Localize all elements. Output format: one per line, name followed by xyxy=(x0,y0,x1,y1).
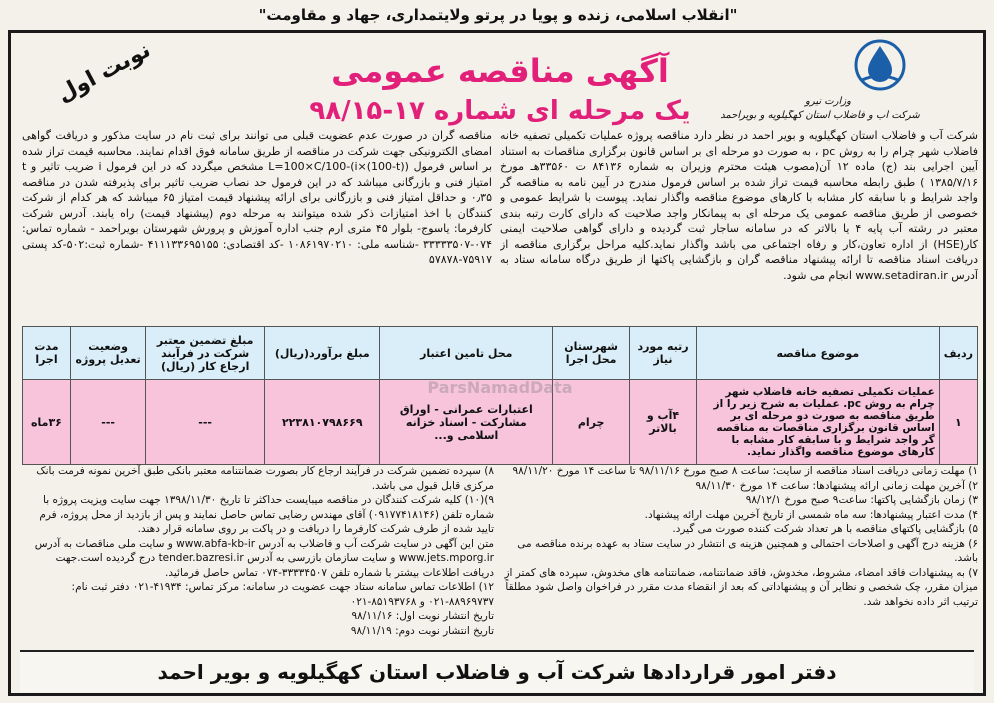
row-grade: ۴آب و بالاتر xyxy=(630,380,697,465)
note-item: متن این آگهی در سایت شرکت آب و فاضلاب به آدرس www.abfa-kb-ir و سایت ملی مناقصات به آدرس www.jets.mporg.ir و سایت سازمان بازرسی به آدرس tender.bazresi.ir درج گردیده است.جهت دریافت اطلاعات بیشتر با شماره تلفن ۳۳۳۳۴۵۰۷-۰۷۴ تماس حاصل فرمائید. xyxy=(34,537,494,579)
note-item: ۳) زمان بازگشایی پاکتها: ساعت۹ صبح مورخ ۹۸/۱۲/۱ xyxy=(745,494,978,506)
water-company-logo-icon xyxy=(850,36,910,94)
column-header: محل تامین اعتبار xyxy=(380,327,553,380)
publish-date-second: تاریخ انتشار نوبت دوم: ۹۸/۱۱/۱۹ xyxy=(350,624,494,637)
notes-right xyxy=(502,464,978,644)
publish-date-first: تاریخ انتشار نوبت اول: ۹۸/۱۱/۱۶ xyxy=(351,610,494,622)
note-item: ۶) هزینه درج آگهی و اصلاحات احتمالی و همچنین هزینه ی انتشار در سایت ستاد به عهده برنده مناقصه می باشد. xyxy=(517,537,978,564)
notes-left xyxy=(22,464,494,654)
column-header: شهرستان محل اجرا xyxy=(553,327,630,380)
footer-office: دفتر امور قراردادها شرکت آب و فاضلاب استان کهگیلویه و بویر احمد xyxy=(20,650,974,692)
note-item: ۲) آخرین مهلت زمانی ارائه پیشنهادها: ساعت ۱۴ مورخ ۹۸/۱۱/۳۰ xyxy=(695,479,978,492)
page-title: آگهی مناقصه عمومی xyxy=(331,52,669,90)
column-header: رتبه مورد نیاز xyxy=(630,327,697,380)
row-guarantee: --- xyxy=(146,380,265,465)
intro-paragraph-right: شرکت آب و فاضلاب استان کهگیلویه و بویر احمد در نظر دارد مناقصه پروژه عملیات تکمیلی تصفیه خانه فاضلاب شهر چرام را به روش pc ، به صورت دو مرحله ای بر اساس قانون برگزاری مناقصات به استناد آیین اجرایی بند (ج) ماده ۱۲ آن(مصوب هیئت محترم وزیران به شماره ۸۴۱۳۶ ت ۳۳۵۶۰هـ مورخ ۱۳۸۵/۷/۱۶ ) طبق رابطه محاسبه قیمت تراز شده بر اساس فرمول مندرج در آیین نامه به مناقصه گر واجد شرایط و با سابقه کار مشابه با کارهای موضوع مناقصه واگذار نماید. پیوست با شرایط عمومی و خصوصی از طریق مناقصه عمومی یک مرحله ای به پیمانکار واجد صلاحیت که دارای کارت رتبه بندی معتبر در رشته آب پایه ۴ یا بالاتر که در سامانه ساجار ثبت گردیده و دارای گواهی صلاحیت ایمنی کار(HSE) از اداره تعاون،کار و رفاه اجتماعی می باشد واگذار نماید.کلیه مراحل برگزاری مناقصه از دریافت اسناد مناقصه تا ارائه پیشنهاد مناقصه گران و بازگشایی پاکتها از طریق درگاه سامانه ستاد به آدرس www.setadiran.ir انجام می شود. xyxy=(500,129,978,282)
ministry-name: وزارت نیرو xyxy=(804,96,851,107)
row-index: ۱ xyxy=(939,380,977,465)
row-estimate: ۲۲۳۸۱۰۷۹۸۶۶۹ xyxy=(265,380,380,465)
note-item: ۱) مهلت زمانی دریافت اسناد مناقصه از سایت: ساعت ۸ صبح مورخ ۹۸/۱۱/۱۶ تا ساعت ۱۴ مورخ ۹۸/۱۱/۲۰ xyxy=(512,465,978,477)
note-item: ۱۲) اطلاعات تماس سامانه ستاد جهت عضویت در سامانه: مرکز تماس: ۴۱۹۳۴-۰۲۱ دفتر ثبت نام: ۸۸۹۶۹۷۳۷-۰۲۱ و ۸۵۱۹۳۷۶۸-۰۲۱ xyxy=(71,581,494,608)
column-header: مدت اجرا xyxy=(23,327,71,380)
column-header: وضعیت تعدیل پروژه xyxy=(70,327,145,380)
round-label: نوبت اول xyxy=(53,37,155,108)
note-item: ۴) مدت اعتبار پیشنهادها: سه ماه شمسی از تاریخ آخرین مهلت ارائه پیشنهاد. xyxy=(644,508,978,521)
note-item: ۷) به پیشنهادات فاقد امضاء، مشروط، مخدوش، فاقد ضمانتنامه، ضمانتنامه های مخدوش، سپرده های کمتر از میزان مقرر، چک شخصی و نظایر آن و پیشنهاداتی که بعد از انقضاء مدت مقرر در فراخوان واصل شود مطلقاً ترتیب اثر داده نخواهد شد. xyxy=(504,566,978,608)
row-subject: عملیات تکمیلی تصفیه خانه فاضلاب شهر چرام به روش pc. عملیات به شرح زیر را از طریق مناقصه به صورت دو مرحله ای بر اساس قانون برگزاری مناقصات به مناقصه گر واجد شرایط و با سابقه کار مشابه با کارهای موضوع مناقصه واگذار نماید. xyxy=(696,380,939,465)
column-header: مبلغ تضمین معتبر شرکت در فرآیند ارجاع کار (ریال) xyxy=(146,327,265,380)
note-item: ۵) بازگشایی پاکتهای مناقصه با هر تعداد شرکت کننده صورت می گیرد. xyxy=(672,523,978,535)
table-header-row xyxy=(23,327,978,380)
row-city: چرام xyxy=(553,380,630,465)
slogan: "انقلاب اسلامی، زنده و پویا در پرتو ولایتمداری، جهاد و مقاومت" xyxy=(258,6,738,24)
note-item: ۸) سپرده تضمین شرکت در فرآیند ارجاع کار بصورت ضمانتنامه معتبر بانکی طبق آخرین نمونه فرمت بانک مرکزی قابل قبول می باشد. xyxy=(36,465,494,492)
column-header: ردیف xyxy=(939,327,977,380)
note-item: ۹)(۱۰) کلیه شرکت کنندگان در مناقصه میبایست حداکثر تا تاریخ ۱۳۹۸/۱۱/۳۰ جهت سایت ویزیت پروژه با شماره تلفن (۰۹۱۷۷۴۱۸۱۴۶) آقای مهندس رضایی تماس حاصل نمایند و پس از بازدید از محل پروژه، فرم تایید شده از طرف شرکت کارفرما را دریافت و در پاکت بر روی سامانه قرار دهند. xyxy=(39,494,494,535)
tender-number: یک مرحله ای شماره ۱۷-۹۸/۱۵ xyxy=(309,96,691,126)
intro-paragraph-left: مناقصه گران در صورت عدم عضویت قبلی می توانند برای ثبت نام در سایت مذکور و دریافت گواهی امضای الکترونیکی جهت شرکت در مناقصه از طریق سامانه فوق اقدام نمایند. محاسبه قیمت تراز شده بر اساس فرمول L=100×C/100-(i×(100-t)) مشخص میگردد که در این فرمول i ضریب تاثیر و t امتیاز فنی و بازرگانی میباشد که در این فرمول حد نصاب ضریب تاثیر برای پذیرفته شدن در مناقصه ۰٫۳۵ و حداقل امتیاز فنی و بازرگانی برای ارائه پیشنهاد قیمت امتیاز ۶۵ میباشد که هر کدام از شرکت کنندگان با اخذ امتیازات ذکر شده میتوانند به مرحله دوم (پیشنهاد قیمت) راه یابند. آدرس شرکت کارفرما: یاسوج- بلوار ۴۵ متری ارم جنب اداره آموزش و پرورش شهرستان بویراحمد - شماره تماس: ۰۷۴-۳۳۳۳۳۵۰۷ -شناسه ملی: ۱۰۸۶۱۹۷۰۲۱۰ -کد اقتصادی: ۴۱۱۱۳۳۶۹۵۱۵۵ -شماره ثبت:۵۰۲-کد پستی ۷۵۹۱۷-۵۷۸۷۸ xyxy=(22,129,492,266)
column-header: مبلغ برآورد(ریال) xyxy=(265,327,380,380)
row-funding: اعتبارات عمرانی - اوراق مشارکت - اسناد خزانه اسلامی و... xyxy=(380,380,553,465)
row-adjustment: --- xyxy=(70,380,145,465)
company-logo-caption: شرکت آب و فاضلاب استان کهگیلویه و بویراحمد xyxy=(720,110,920,121)
column-header: موضوع مناقصه xyxy=(696,327,939,380)
row-duration: ۳۶ماه xyxy=(23,380,71,465)
watermark: ParsNamadData xyxy=(427,378,573,397)
